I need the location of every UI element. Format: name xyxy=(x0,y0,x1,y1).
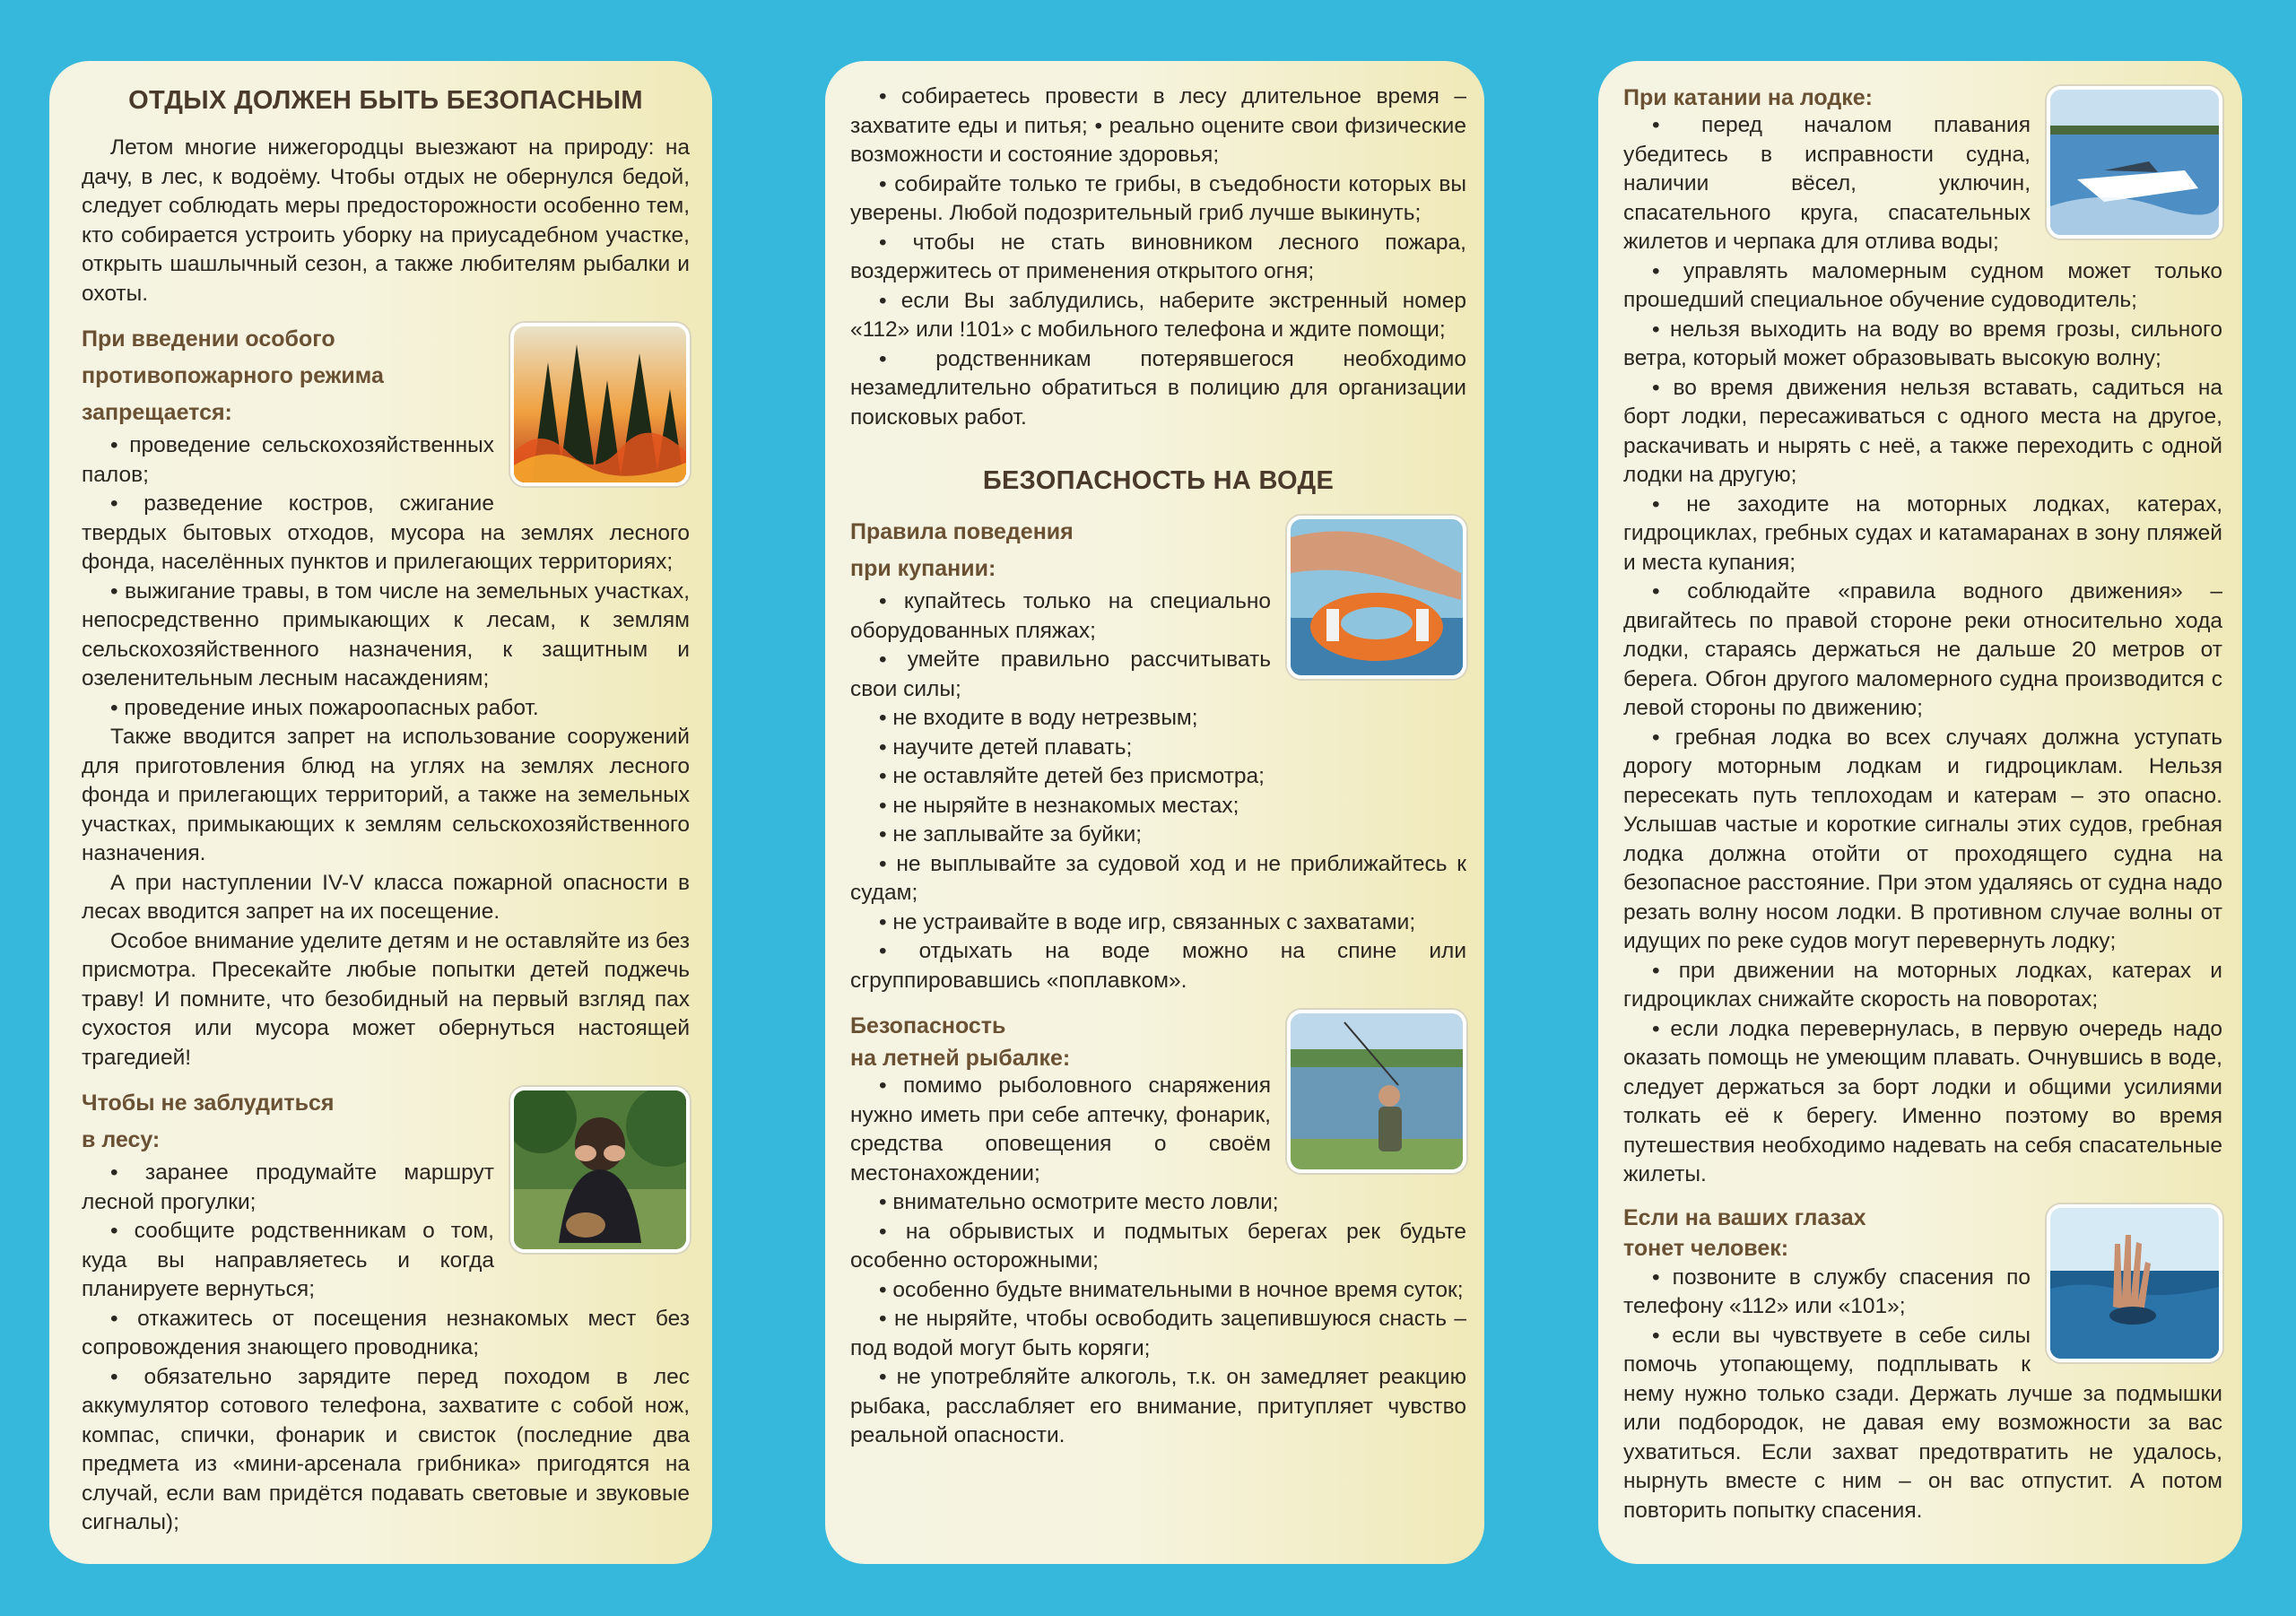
panel-middle xyxy=(825,61,1484,1564)
fish-heading-1: Безопасность xyxy=(850,1013,1006,1038)
swim-heading-1: Правила поведения xyxy=(850,519,1074,544)
forest-item: • собираетесь провести в лесу длительное время – захватите еды и питья; • реально оцените свои физические возможности и состояние здоровья; xyxy=(850,84,1466,167)
fish-item: • особенно будьте внимательными в ночное время суток; xyxy=(879,1277,1464,1302)
water-safety-title: БЕЗОПАСНОСТЬ НА ВОДЕ xyxy=(982,466,1335,495)
fish-item: • на обрывистых и подмытых берегах рек будьте особенно осторожными; xyxy=(850,1219,1466,1273)
lost-heading-2: в лесу: xyxy=(82,1127,161,1152)
lost-item: • сообщите родственникам о том, куда вы направляетесь и когда планируете вернуться; xyxy=(82,1219,494,1301)
forest-item: • родственникам потерявшегося необходимо незамедлительно обратиться в полицию для организации поисковых работ. xyxy=(850,346,1466,430)
fire-heading-3: запрещается: xyxy=(82,400,232,425)
lost-item: • откажитесь от посещения незнакомых мест без сопровождения знающего проводника; xyxy=(82,1306,690,1360)
forest-item: • чтобы не стать виновником лесного пожара, воздержитесь от применения открытого огня; xyxy=(850,230,1466,283)
intro-paragraph: Летом многие нижегородцы выезжают на природу: на дачу, в лес, к водоёму. Чтобы отдых не обернулся бедой, следует соблюдать меры предосторожности особенно тем, кто собирается устроить уборку на приусадебном участке, открыть шашлычный сезон, а также любителям рыбалки и охоты. xyxy=(82,135,690,306)
swim-item: • купайтесь только на специально оборудованных пляжах; xyxy=(850,589,1271,643)
boat-item: • при движении на моторных лодках, катерах и гидроциклах снижайте скорость на поворотах; xyxy=(1623,958,2222,1012)
drown-heading-1: Если на ваших глазах xyxy=(1623,1204,1866,1230)
panel-title: ОТДЫХ ДОЛЖЕН БЫТЬ БЕЗОПАСНЫМ xyxy=(128,86,643,115)
fish-item: • внимательно осмотрите место ловли; xyxy=(879,1190,1279,1214)
fire-item: • разведение костров, сжигание твердых бытовых отходов, мусора на землях лесного фонда, населённых пунктов и прилегающих территориях; xyxy=(82,491,690,574)
panel-right xyxy=(1598,61,2242,1564)
drowning-hand-photo xyxy=(2047,1204,2222,1362)
swim-item: • не ныряйте в незнакомых местах; xyxy=(879,793,1239,818)
swim-item: • не заплывайте за буйки; xyxy=(879,822,1143,847)
forest-fire-photo xyxy=(510,323,690,486)
lifebuoy-photo xyxy=(1287,516,1466,679)
swim-item: • умейте правильно рассчитывать свои силы; xyxy=(850,647,1271,701)
boat-item: • гребная лодка во всех случаях должна уступать дорогу моторным лодкам и гидроциклам. Нельзя пересекать путь теплоходам и катерам – это опасно. Услышав частые и короткие сигналы этих судов, гребная лодка должна отойти от проходящего судна на безопасное расстояние. При этом удаляясь от судна надо резать волну носом лодки. В противном случае волны от идущих по реке судов могут перевернуть лодку; xyxy=(1623,725,2222,953)
fire-item: • выжигание травы, в том числе на земельных участках, непосредственно примыкающих к лесам, к землям сельскохозяйственного назначения, к защитным и озеленительным лесным насаждениям; xyxy=(82,578,690,691)
fish-heading-2: на летней рыбалке: xyxy=(850,1046,1071,1071)
boat-item: • если лодка перевернулась, в первую очередь надо оказать помощь не умеющим плавать. Очнувшись в воде, следует держаться за борт лодки и общими усилиями толкать её к берегу. Именно поэтому во время путешествия необходимо надевать на себя спасательные жилеты. xyxy=(1623,1016,2222,1186)
lost-item: • заранее продумайте маршрут лесной прогулки; xyxy=(82,1160,494,1214)
fire-heading-2: противопожарного режима xyxy=(82,363,384,388)
forest-item: • если Вы заблудились, наберите экстренный номер «112» или !101» с мобильного телефона и ждите помощи; xyxy=(850,288,1466,342)
lost-person-photo xyxy=(510,1087,690,1253)
boat-item: • нельзя выходить на воду во время грозы, сильного ветра, который может образовывать высокую волну; xyxy=(1623,317,2222,370)
boat-item: • не заходите на моторных лодках, катерах, гидроциклах, гребных судах и катамаранах в зону пляжей и места купания; xyxy=(1623,491,2222,575)
drown-heading-2: тонет человек: xyxy=(1623,1235,1789,1261)
fish-item: • помимо рыболовного снаряжения нужно иметь при себе аптечку, фонарик, средства оповещения о своём местонахождении; xyxy=(850,1073,1271,1186)
forest-item: • собирайте только те грибы, в съедобности которых вы уверены. Любой подозрительный гриб лучше выкинуть; xyxy=(850,171,1466,225)
lost-item: • обязательно зарядите перед походом в лес аккумулятор сотового телефона, захватите с собой нож, компас, спички, фонарик и свисток (последние два предмета из «мини-арсенала грибника» пригодятся на случай, если вам придётся подавать световые и звуковые сигналы); xyxy=(82,1364,690,1534)
lost-heading-1: Чтобы не заблудиться xyxy=(82,1090,335,1116)
swim-heading-2: при купании: xyxy=(850,556,996,581)
swim-item: • научите детей плавать; xyxy=(879,734,1133,760)
swim-item: • не входите в воду нетрезвым; xyxy=(879,706,1198,730)
drown-item: • если вы чувствуете в себе силы помочь утопающему, подплывать к нему нужно только сзади. Держать лучше за подмышки или подбородок, не давая ему возможности за вас ухватиться. Если захват предотвратить не удалось, нырнуть вместе с ним – он вас отпустит. А потом повторить попытку спасения. xyxy=(1623,1323,2222,1523)
fish-item: • не употребляйте алкоголь, т.к. он замедляет реакцию рыбака, расслабляет его внимание, притупляет чувство реальной опасности. xyxy=(850,1365,1466,1447)
boat-item: • управлять маломерным судном может только прошедший специальное обучение судоводитель; xyxy=(1623,258,2222,312)
boat-item: • соблюдайте «правила водного движения» – двигайтесь по правой стороне реки относительно хода лодки, стараясь держаться не дальше 20 метров от берега. Обгон другого маломерного судна производится с левой стороны по движению; xyxy=(1623,579,2222,720)
fire-paragraph: Особое внимание уделите детям и не оставляйте из без присмотра. Пресекайте любые попытки детей поджечь траву! И помните, что безобидный на первый взгляд пах сухостоя или мусора может обернуться настоящей трагедией! xyxy=(82,928,690,1070)
fish-item: • не ныряйте, чтобы освободить зацепившуюся снасть – под водой могут быть коряги; xyxy=(850,1307,1466,1360)
panel-left xyxy=(49,61,712,1564)
fisherman-photo xyxy=(1287,1010,1466,1173)
motorboat-photo xyxy=(2047,86,2222,239)
swim-item: • не оставляйте детей без присмотра; xyxy=(879,764,1265,788)
boat-heading: При катании на лодке: xyxy=(1623,85,1873,110)
boat-item: • перед началом плавания убедитесь в исправности судна, наличии вёсел, уключин, спасательного круга, спасательных жилетов и черпака для отлива воды; xyxy=(1623,113,2031,254)
swim-item: • отдыхать на воде можно на спине или сгруппировавшись «поплавком». xyxy=(850,939,1466,993)
fire-paragraph: Также вводится запрет на использование сооружений для приготовления блюд на углях на землях лесного фонда и прилегающих территорий, а также на земельных участках, примыкающих к землям сельскохозяйственного назначения. xyxy=(82,725,690,865)
swim-item: • не выплывайте за судовой ход и не приближайтесь к судам; xyxy=(850,851,1466,905)
fire-paragraph: А при наступлении IV-V класса пожарной опасности в лесах вводится запрет на их посещение. xyxy=(82,870,690,924)
boat-item: • во время движения нельзя вставать, садиться на борт лодки, пересаживаться с одного места на другое, раскачивать и нырять с неё, а также переходить с одной лодки на другую; xyxy=(1623,375,2222,487)
fire-heading-1: При введении особого xyxy=(82,326,335,352)
fire-item: • проведение иных пожароопасных работ. xyxy=(110,695,539,720)
swim-item: • не устраивайте в воде игр, связанных с захватами; xyxy=(879,909,1416,934)
drown-item: • позвоните в службу спасения по телефону «112» или «101»; xyxy=(1623,1264,2031,1318)
fire-item: • проведение сельскохозяйственных палов; xyxy=(82,433,494,487)
